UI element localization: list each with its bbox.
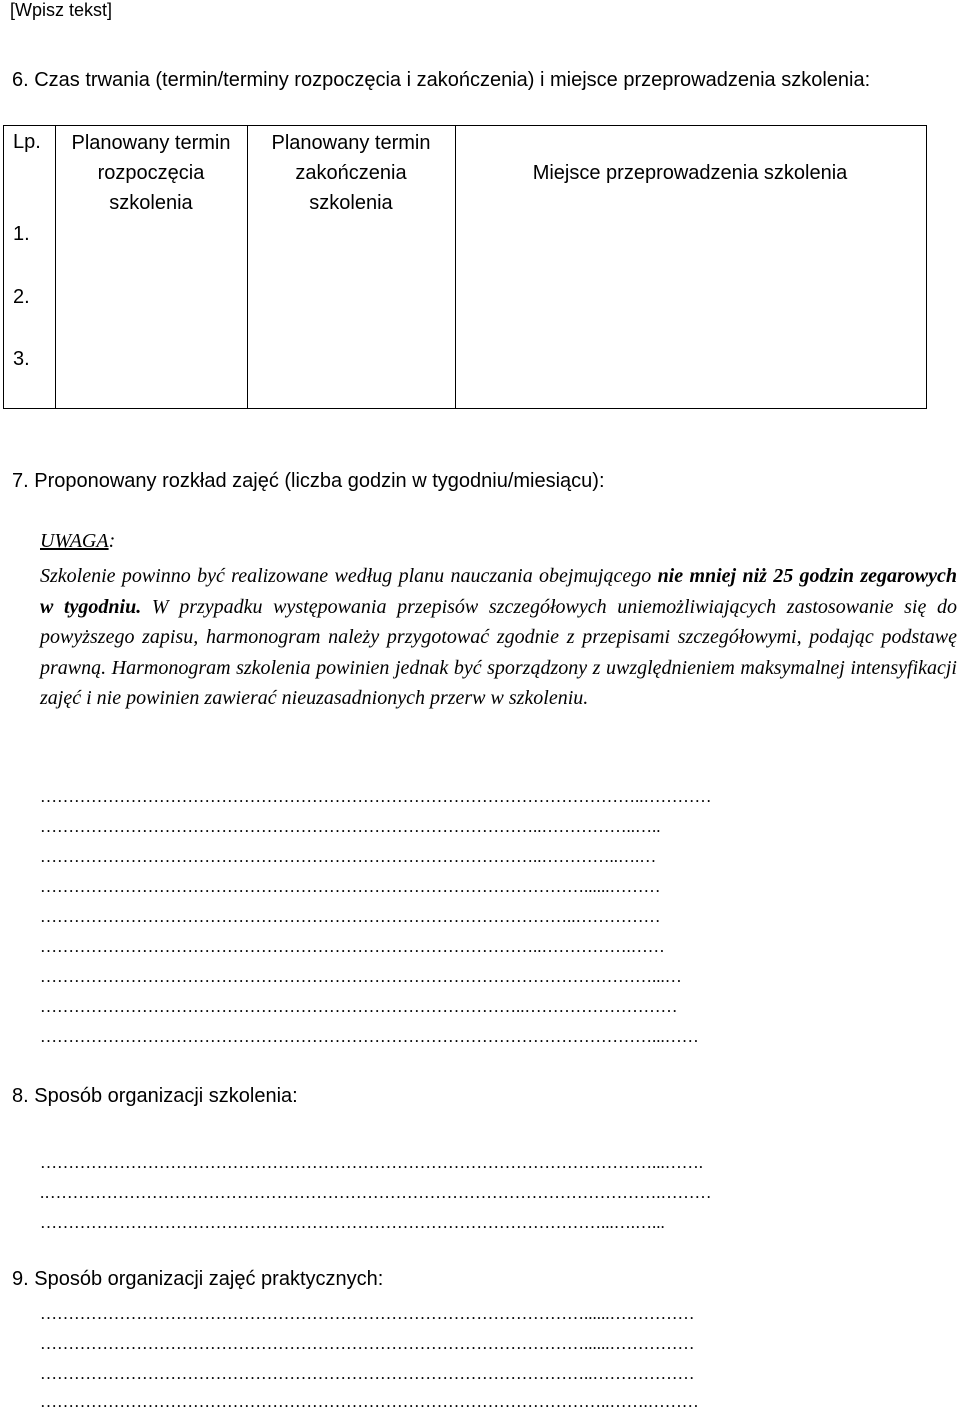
note-label	[40, 530, 115, 553]
header-line: szkolenia	[109, 192, 193, 214]
section-8-title: 8. Sposób organizacji szkolenia:	[12, 1085, 298, 1107]
fill-line[interactable]: ……………………………………………………………………………..…………..….…	[40, 847, 657, 866]
fill-line[interactable]: ………………………………………………………………………………………...….…...	[40, 1213, 665, 1232]
schedule-table	[3, 125, 927, 409]
fill-line[interactable]: ……………………………………………………………………………………......……………	[40, 1304, 695, 1323]
header-placeholder[interactable]: [Wpisz tekst]	[10, 0, 113, 20]
note-emphasis: nie mniej niż 25 godzin zegarowych w tygodniu.	[40, 565, 958, 618]
fill-line[interactable]: ………………………………………………………………………………………………...…….	[40, 1153, 703, 1172]
fill-line[interactable]: ……………………………………………………………………………………......………	[40, 877, 661, 896]
column-header-end-date	[247, 128, 455, 218]
column-header-start-date	[55, 128, 247, 218]
note-label-colon: :	[108, 530, 116, 552]
row-number: 3.	[13, 348, 30, 370]
section-6-title: 6. Czas trwania (termin/terminy rozpoczęcia i zakończenia) i miejsce przeprowadzenia szkolenia:	[12, 69, 871, 91]
header-line: rozpoczęcia	[97, 162, 205, 184]
fill-line[interactable]: ……………………………………………………………………………..…………….……	[40, 937, 665, 956]
fill-line[interactable]: ………………………………………………………………………………………..…….………	[40, 1392, 699, 1411]
header-line: zakończenia	[295, 162, 407, 184]
section-9-title: 9. Sposób organizacji zajęć praktycznych:	[12, 1268, 384, 1290]
fill-line[interactable]: ………………………………………………………………………………………………...…	[40, 967, 682, 986]
note-text: Szkolenie powinno być realizowane według planu nauczania obejmującego	[40, 565, 658, 587]
header-line: Planowany termin	[71, 132, 231, 154]
fill-line[interactable]: ……………………………………………………………………………..……………..…..	[40, 817, 661, 836]
note-text: W przypadku występowania przepisów szczegółowych uniemożliwiających zastosowanie się do powyższego zapisu, harmonogram należy przygotować zgodnie z przepisami szczegółowymi, podając podstawę prawną. Harmonogram szkolenia powinien jednak być sporządzony z uwzględnieniem maksymalnej intensyfikacji zajęć i nie powinien zawierać nieuzasadnionych przerw w szkoleniu.	[40, 595, 957, 709]
header-line: Planowany termin	[271, 132, 431, 154]
fill-line[interactable]: ……………………………………………………………………………………......……………	[40, 1334, 695, 1353]
note-paragraph	[40, 561, 957, 714]
fill-line[interactable]: ………………………………………………………………………………………………...……	[40, 1027, 699, 1046]
header-line: szkolenia	[309, 192, 393, 214]
fill-line[interactable]: …………………………………………………………………………..………………………	[40, 997, 678, 1016]
column-header-lp: Lp.	[13, 131, 41, 153]
fill-line[interactable]: ……………………………………………………………………………………………..…………	[40, 787, 712, 806]
row-number: 1.	[13, 223, 30, 245]
fill-line[interactable]: ……………………………………………………………………………………..………………	[40, 1364, 695, 1383]
fill-line[interactable]: …………………………………………………………………………………..……………	[40, 907, 661, 926]
column-header-place: Miejsce przeprowadzenia szkolenia	[532, 162, 848, 184]
section-7-title: 7. Proponowany rozkład zajęć (liczba godzin w tygodniu/miesiącu):	[12, 470, 605, 492]
note-label-text: UWAGA	[40, 530, 109, 552]
fill-line[interactable]: .……………………………………………………………………………………………….………	[40, 1183, 712, 1202]
row-number: 2.	[13, 286, 30, 308]
